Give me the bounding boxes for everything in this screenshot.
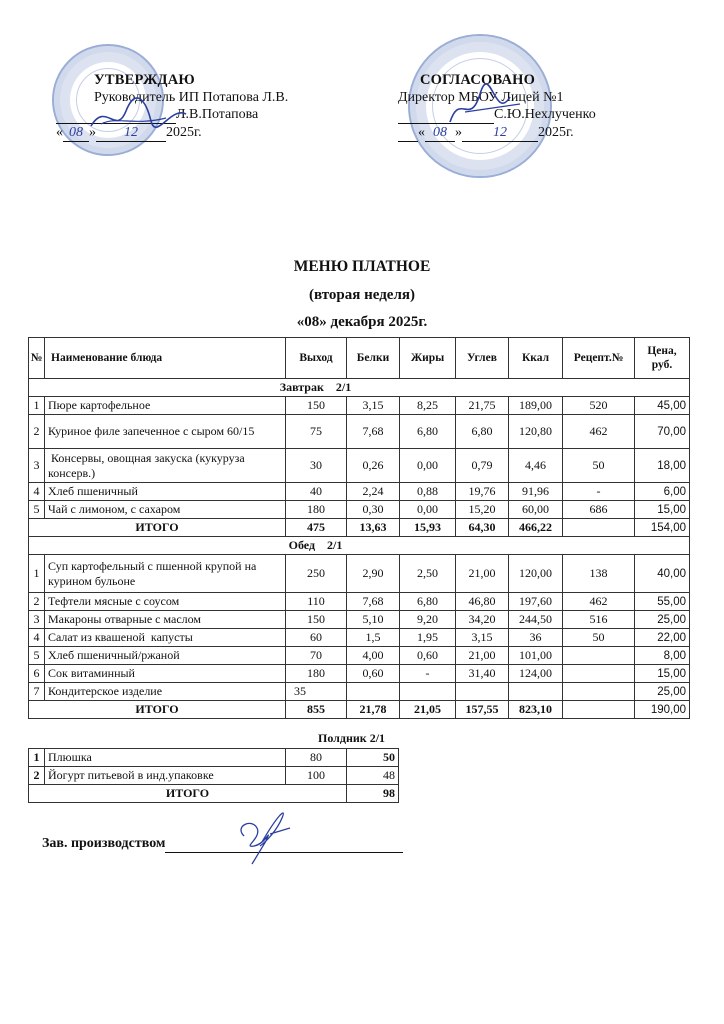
dish-kcal: 189,00 [509,397,563,415]
dish-kcal: 36 [509,629,563,647]
total-label: ИТОГО [29,701,286,719]
signature-scribble-right-icon [440,82,530,132]
dish-price: 55,00 [635,593,690,611]
dish-kcal: 91,96 [509,483,563,501]
dish-recipe: 138 [563,555,635,593]
snack-table [28,748,399,803]
dish-price: 48 [347,767,399,785]
dish-name: Сок витаминный [45,665,286,683]
total-price: 98 [347,785,399,803]
dish-carbs: 21,00 [456,555,509,593]
dish-carbs: 0,79 [456,449,509,483]
dish-name: Йогурт питьевой в инд.упаковке [45,767,286,785]
dish-fat [400,683,456,701]
total-fat: 15,93 [400,519,456,537]
dish-output: 35 [286,683,347,701]
approval-day-left: 08 [63,124,89,142]
page-title: МЕНЮ ПЛАТНОЕ [293,258,431,275]
dish-name: Пюре картофельное [45,397,286,415]
date-quote-close-left: » [89,125,96,140]
row-number: 2 [29,593,45,611]
dish-price: 8,00 [635,647,690,665]
snack-total-row [29,785,399,803]
signature-scribble-footer-icon [232,806,302,866]
dish-name: Кондитерское изделие [45,683,286,701]
dish-protein: 5,10 [347,611,400,629]
approval-signer-right: С.Ю.Нехлученко [494,107,596,122]
dish-price: 50 [347,749,399,767]
total-fat: 21,05 [400,701,456,719]
dish-kcal: 4,46 [509,449,563,483]
table-row [29,397,690,415]
table-row [29,501,690,519]
total-output: 475 [286,519,347,537]
dish-fat: - [400,665,456,683]
dish-name: Консервы, овощная закуска (кукуруза консерв.) [45,449,286,483]
dish-output: 110 [286,593,347,611]
dish-output: 250 [286,555,347,593]
dish-protein: 3,15 [347,397,400,415]
approval-month-left: 12 [96,124,166,142]
row-number: 3 [29,611,45,629]
table-row [29,647,690,665]
dish-fat: 0,00 [400,449,456,483]
dish-price: 22,00 [635,629,690,647]
dish-carbs: 34,20 [456,611,509,629]
approval-position-left: Руководитель ИП Потапова Л.В. [94,90,289,105]
dish-fat: 1,95 [400,629,456,647]
dish-carbs: 3,15 [456,629,509,647]
col-header-price: Цена, руб. [635,338,690,379]
table-header-row [29,338,690,379]
table-row [29,593,690,611]
page-subtitle-date: «08» декабря 2025г. [296,314,428,330]
dish-fat: 2,50 [400,555,456,593]
dish-price: 25,00 [635,611,690,629]
approval-year-left: 2025г. [166,125,202,140]
dish-kcal: 60,00 [509,501,563,519]
page-subtitle-week: (вторая неделя) [309,287,415,303]
approval-signer-left: Л.В.Потапова [176,107,259,122]
dish-name: Плюшка [45,749,286,767]
dish-output: 180 [286,665,347,683]
dish-protein: 0,60 [347,665,400,683]
dish-protein: 7,68 [347,593,400,611]
approval-month-right: 12 [462,124,538,142]
row-number: 2 [29,415,45,449]
table-row [29,767,399,785]
dish-recipe: 516 [563,611,635,629]
dish-fat: 6,80 [400,593,456,611]
dish-price: 45,00 [635,397,690,415]
section-breakfast [29,379,690,397]
dish-price: 40,00 [635,555,690,593]
dish-name: Хлеб пшеничный/ржаной [45,647,286,665]
total-label: ИТОГО [29,785,347,803]
dish-kcal: 101,00 [509,647,563,665]
col-header-name: Наименование блюда [45,338,286,379]
menu-table [28,337,690,719]
dish-name: Хлеб пшеничный [45,483,286,501]
total-price: 190,00 [635,701,690,719]
footer-signature [42,836,403,853]
dish-output: 60 [286,629,347,647]
dish-output: 150 [286,611,347,629]
dish-price: 25,00 [635,683,690,701]
dish-recipe: 50 [563,629,635,647]
row-number: 5 [29,501,45,519]
dish-fat: 6,80 [400,415,456,449]
dish-price: 70,00 [635,415,690,449]
table-row [29,611,690,629]
dish-kcal: 124,00 [509,665,563,683]
col-header-number: № [29,338,45,379]
dish-output: 70 [286,647,347,665]
dish-kcal: 120,80 [509,415,563,449]
dish-protein: 1,5 [347,629,400,647]
col-header-recipe: Рецепт.№ [563,338,635,379]
dish-carbs [456,683,509,701]
section-lunch [29,537,690,555]
table-row [29,415,690,449]
row-number: 6 [29,665,45,683]
signature-scribble-left-icon [86,96,196,136]
dish-fat: 8,25 [400,397,456,415]
dish-carbs: 6,80 [456,415,509,449]
dish-recipe: - [563,483,635,501]
dish-output: 75 [286,415,347,449]
total-recipe [563,701,635,719]
dish-recipe: 686 [563,501,635,519]
dish-output: 100 [286,767,347,785]
section-label: Завтрак 2/1 [29,379,690,397]
col-header-output: Выход [286,338,347,379]
dish-kcal: 120,00 [509,555,563,593]
dish-recipe: 50 [563,449,635,483]
dish-fat: 0,60 [400,647,456,665]
dish-output: 180 [286,501,347,519]
dish-name: Тефтели мясные с соусом [45,593,286,611]
total-kcal: 823,10 [509,701,563,719]
dish-protein [347,683,400,701]
date-quote-open-left: « [56,125,63,140]
dish-price: 6,00 [635,483,690,501]
dish-recipe: 462 [563,593,635,611]
dish-recipe [563,665,635,683]
row-number: 1 [29,749,45,767]
breakfast-total-row [29,519,690,537]
dish-recipe [563,647,635,665]
lunch-total-row [29,701,690,719]
approval-position-right: Директор МБОУ Лицей №1 [398,90,564,105]
col-header-kcal: Ккал [509,338,563,379]
dish-output: 80 [286,749,347,767]
col-header-protein: Белки [347,338,400,379]
total-price: 154,00 [635,519,690,537]
dish-price: 18,00 [635,449,690,483]
approval-year-right: 2025г. [538,125,574,140]
table-row [29,749,399,767]
date-quote-close-right: » [455,125,462,140]
dish-price: 15,00 [635,501,690,519]
approval-title-left: УТВЕРЖДАЮ [94,72,195,88]
dish-name: Куриное филе запеченное с сыром 60/15 [45,415,286,449]
total-label: ИТОГО [29,519,286,537]
approval-day-right: 08 [425,124,455,142]
row-number: 4 [29,483,45,501]
row-number: 1 [29,397,45,415]
dish-kcal [509,683,563,701]
dish-recipe: 462 [563,415,635,449]
total-kcal: 466,22 [509,519,563,537]
total-protein: 13,63 [347,519,400,537]
dish-name: Чай с лимоном, с сахаром [45,501,286,519]
dish-price: 15,00 [635,665,690,683]
dish-name: Салат из квашеной капусты [45,629,286,647]
dish-carbs: 15,20 [456,501,509,519]
total-output: 855 [286,701,347,719]
dish-fat: 9,20 [400,611,456,629]
total-protein: 21,78 [347,701,400,719]
dish-carbs: 19,76 [456,483,509,501]
total-recipe [563,519,635,537]
table-row [29,629,690,647]
total-carbs: 64,30 [456,519,509,537]
date-underline-right [398,124,418,142]
dish-carbs: 46,80 [456,593,509,611]
dish-protein: 2,90 [347,555,400,593]
table-row [29,449,690,483]
dish-kcal: 244,50 [509,611,563,629]
dish-carbs: 31,40 [456,665,509,683]
dish-carbs: 21,75 [456,397,509,415]
row-number: 3 [29,449,45,483]
dish-kcal: 197,60 [509,593,563,611]
dish-output: 30 [286,449,347,483]
date-quote-open-right: « [418,125,425,140]
dish-carbs: 21,00 [456,647,509,665]
approval-title-right: СОГЛАСОВАНО [420,72,536,88]
table-row [29,483,690,501]
section-label: Обед 2/1 [29,537,690,555]
table-row [29,665,690,683]
dish-fat: 0,00 [400,501,456,519]
dish-fat: 0,88 [400,483,456,501]
dish-name: Макароны отварные с маслом [45,611,286,629]
dish-protein: 0,26 [347,449,400,483]
dish-protein: 2,24 [347,483,400,501]
dish-name: Суп картофельный с пшенной крупой на курином бульоне [45,555,286,593]
row-number: 7 [29,683,45,701]
row-number: 4 [29,629,45,647]
dish-recipe: 520 [563,397,635,415]
dish-protein: 4,00 [347,647,400,665]
dish-protein: 0,30 [347,501,400,519]
dish-protein: 7,68 [347,415,400,449]
dish-output: 150 [286,397,347,415]
total-carbs: 157,55 [456,701,509,719]
row-number: 1 [29,555,45,593]
footer-label: Зав. производством [42,836,166,851]
table-row [29,555,690,593]
row-number: 2 [29,767,45,785]
col-header-fat: Жиры [400,338,456,379]
section-snack-label: Полдник 2/1 [318,731,386,745]
col-header-carbs: Углев [456,338,509,379]
dish-output: 40 [286,483,347,501]
dish-recipe [563,683,635,701]
table-row [29,683,690,701]
row-number: 5 [29,647,45,665]
